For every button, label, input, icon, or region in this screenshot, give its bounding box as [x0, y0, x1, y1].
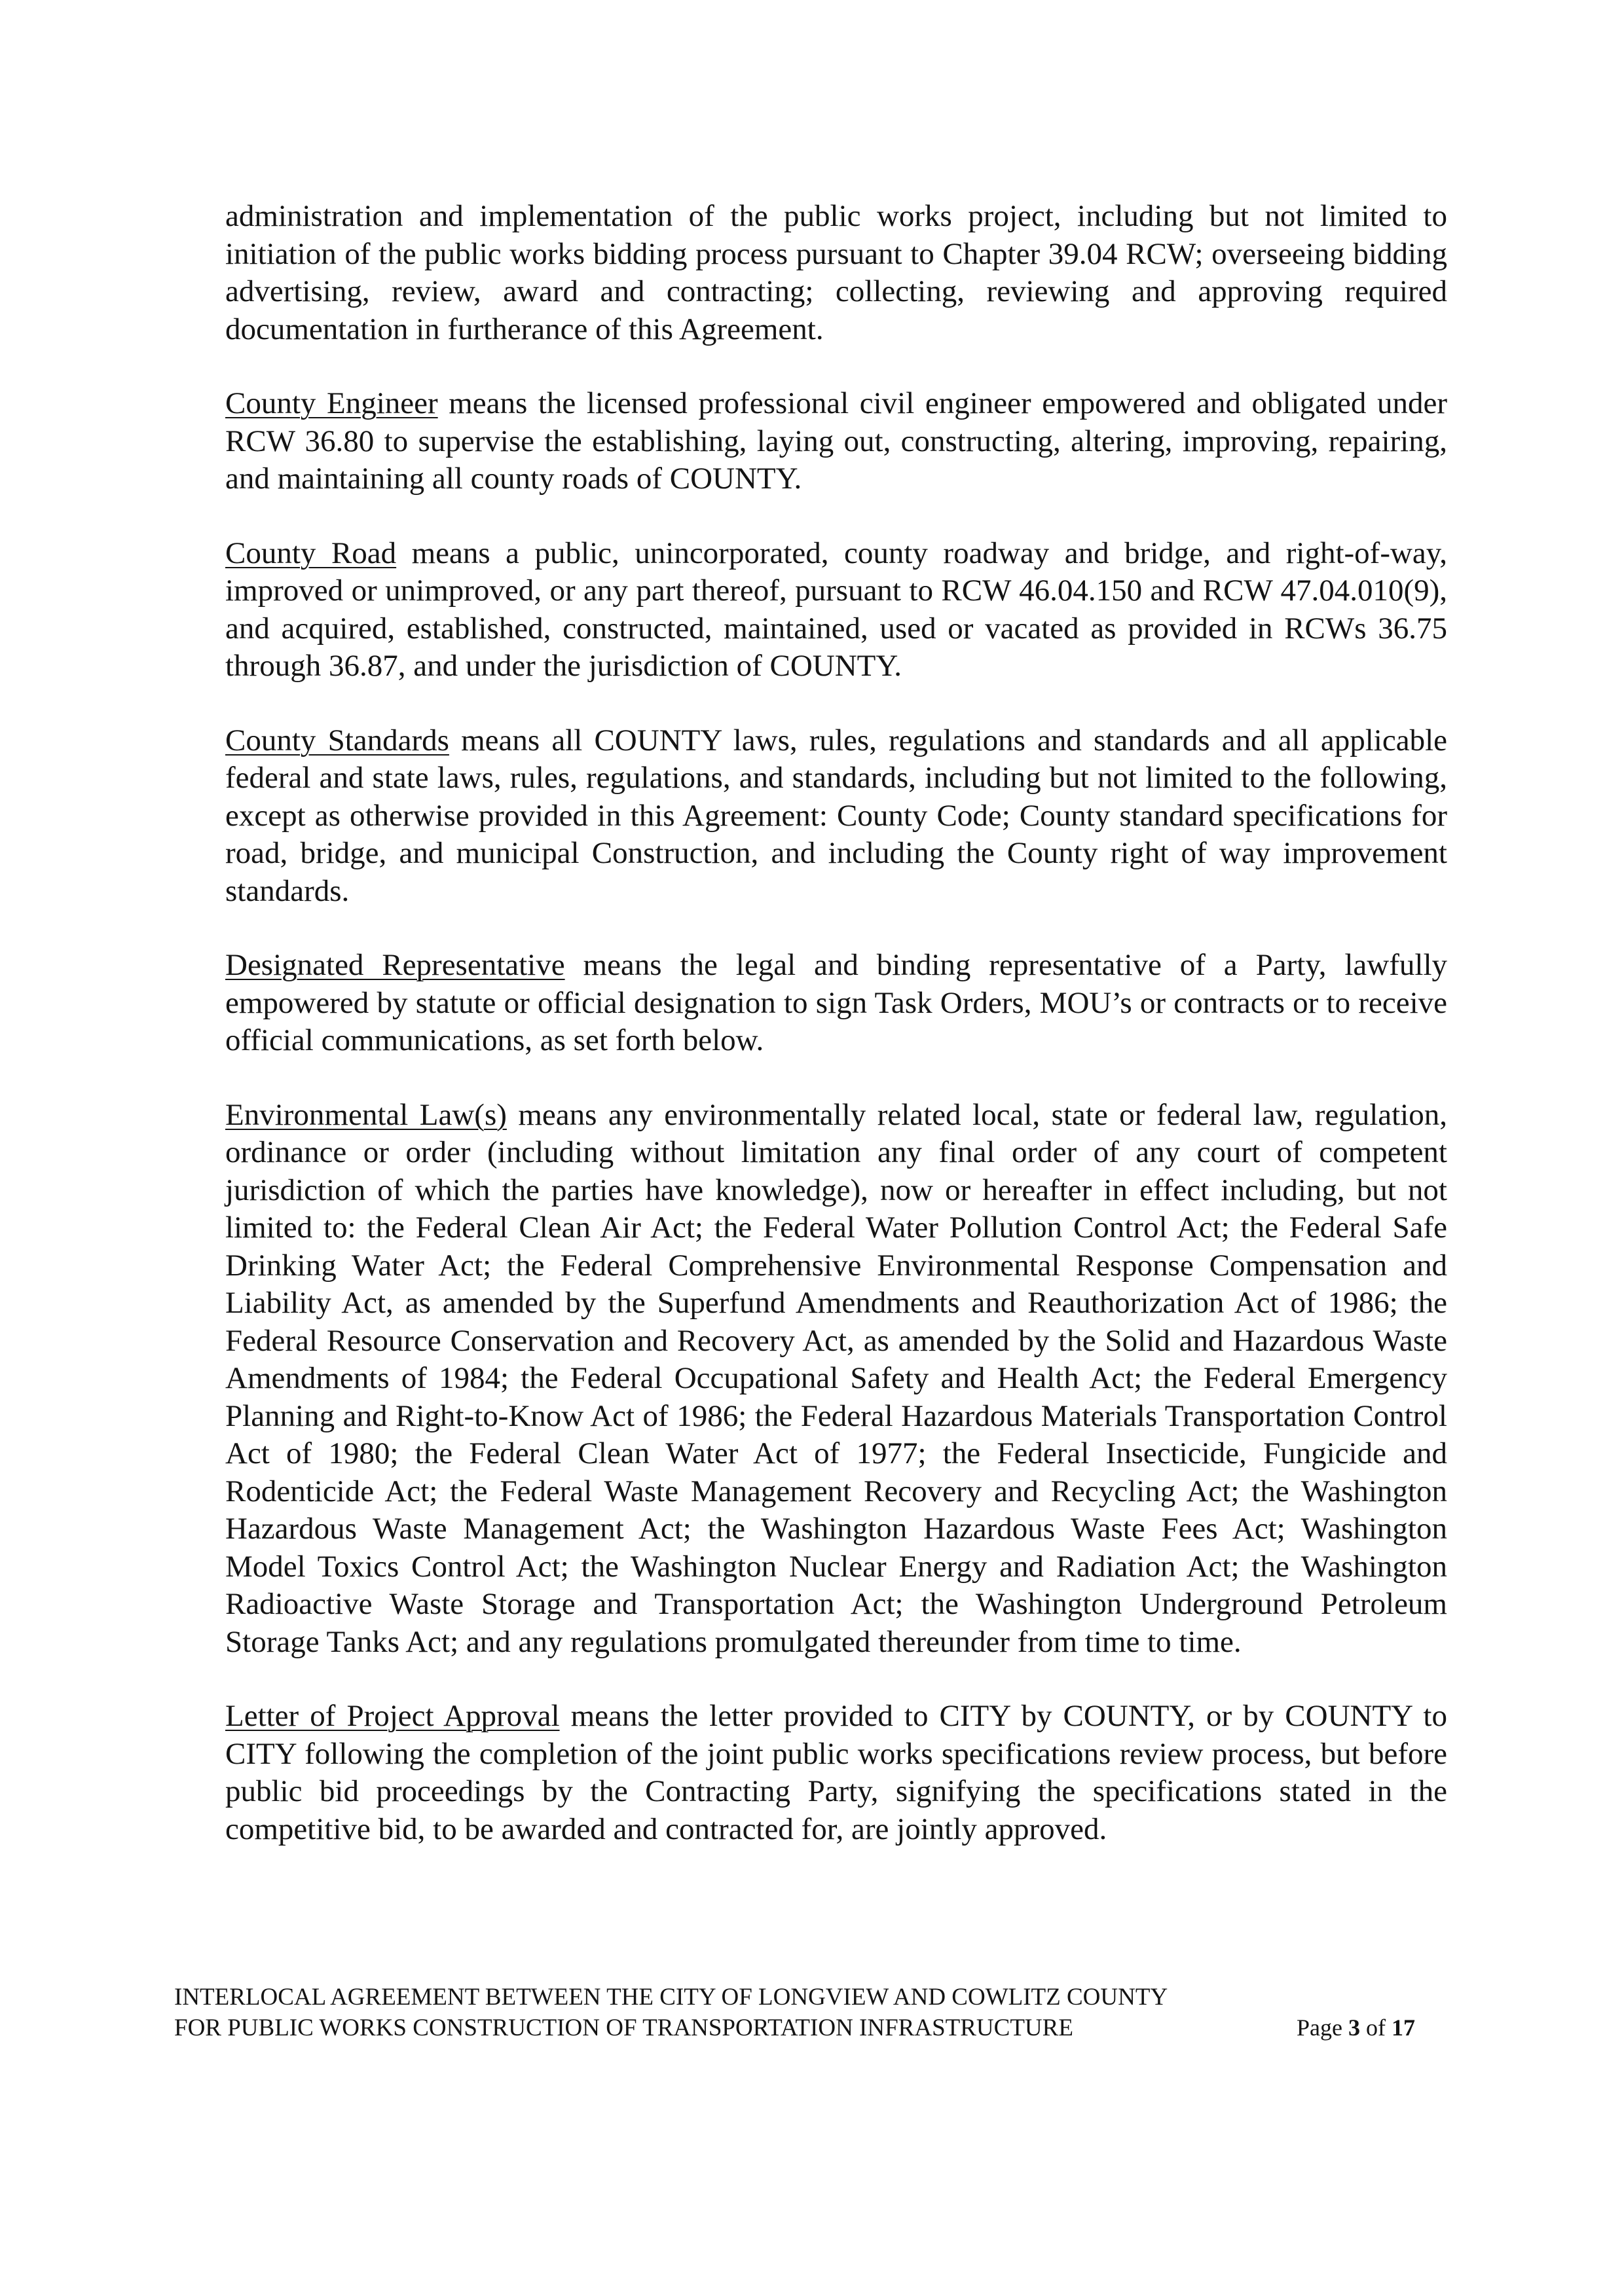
definition-text: means the licensed professional civil engineer empowered and obligated under RCW 36.80 to supervise the establishing, laying out, constructing, altering, improving, repairing, and maintaining all county roads of COUNTY.: [225, 386, 1447, 496]
definition-county-road: [225, 535, 1447, 685]
definition-text: means the legal and binding representative of a Party, lawfully empowered by statute or official designation to sign Task Orders, MOU’s or contracts or to receive official communications, as set forth below.: [225, 948, 1447, 1057]
definition-text: means the letter provided to CITY by COUNTY, or by COUNTY to CITY following the completion of the joint public works specifications review process, but before public bid proceedings by the Contracting Party, signifying the specifications stated in the competitive bid, to be awarded and contracted for, are jointly approved.: [225, 1699, 1447, 1846]
defined-term: County Standards: [225, 723, 449, 757]
defined-term: County Road: [225, 536, 397, 570]
definition-environmental-laws: [225, 1097, 1447, 1662]
defined-term: Designated Representative: [225, 948, 565, 982]
footer-title-line-1: INTERLOCAL AGREEMENT BETWEEN THE CITY OF LONGVIEW AND COWLITZ COUNTY: [174, 1984, 1168, 2011]
page-current: 3: [1348, 2014, 1360, 2041]
footer-title-line-2-row: [174, 2013, 1438, 2043]
page-number: [1297, 2013, 1415, 2043]
page-footer: [174, 1982, 1438, 2043]
definition-text: means all COUNTY laws, rules, regulations and standards and all applicable federal and state laws, rules, regulations, and standards, including but not limited to the following, except as otherwise provided in this Agreement: County Code; County standard specifications for road, bridge, and municipal Construction, and including the County right of way improvement standards.: [225, 723, 1447, 908]
page-label: Page: [1297, 2014, 1348, 2041]
definition-text: means a public, unincorporated, county roadway and bridge, and right-of-way, improved or unimproved, or any part thereof, pursuant to RCW 46.04.150 and RCW 47.04.010(9), and acquired, established, constructed, maintained, used or vacated as provided in RCWs 36.75 through 36.87, and under the jurisdiction of COUNTY.: [225, 536, 1447, 683]
page-of: of: [1359, 2014, 1392, 2041]
definition-text: means any environmentally related local, state or federal law, regulation, ordinance or order (including without limitation any final order of any court of competent jurisdiction of which the parties have knowledge), now or hereafter in effect including, but not limited to: the Federal Clean Air Act; the Federal Water Pollution Control Act; the Federal Safe Drinking Water Act; the Federal Comprehensive Environmental Response Compensation and Liability Act, as amended by the Superfund Amendments and Reauthorization Act of 1986; the Federal Resource Conservation and Recovery Act, as amended by the Solid and Hazardous Waste Amendments of 1984; the Federal Occupational Safety and Health Act; the Federal Emergency Planning and Right-to-Know Act of 1986; the Federal Hazardous Materials Transportation Control Act of 1980; the Federal Clean Water Act of 1977; the Federal Insecticide, Fungicide and Rodenticide Act; the Federal Waste Management Recovery and Recycling Act; the Washington Hazardous Waste Management Act; the Washington Hazardous Waste Fees Act; Washington Model Toxics Control Act; the Washington Nuclear Energy and Radiation Act; the Washington Radioactive Waste Storage and Transportation Act; the Washington Underground Petroleum Storage Tanks Act; and any regulations promulgated thereunder from time to time.: [225, 1097, 1447, 1659]
paragraph-text: administration and implementation of the public works project, including but not limited to initiation of the public works bidding process pursuant to Chapter 39.04 RCW; overseeing bidding advertising, review, award and contracting; collecting, reviewing and approving required documentation in furtherance of this Agreement.: [225, 199, 1447, 346]
page-total: 17: [1391, 2014, 1415, 2041]
definition-county-standards: [225, 722, 1447, 911]
definition-letter-of-project-approval: [225, 1698, 1447, 1848]
definition-designated-representative: [225, 947, 1447, 1060]
footer-title-line-2: FOR PUBLIC WORKS CONSTRUCTION OF TRANSPORTATION INFRASTRUCTURE: [174, 2014, 1073, 2041]
defined-term: Environmental Law(s): [225, 1097, 507, 1132]
defined-term: Letter of Project Approval: [225, 1699, 560, 1733]
definitions-section: [225, 198, 1447, 1885]
definition-county-engineer: [225, 385, 1447, 498]
paragraph-administration-continuation: [225, 198, 1447, 348]
defined-term: County Engineer: [225, 386, 438, 420]
